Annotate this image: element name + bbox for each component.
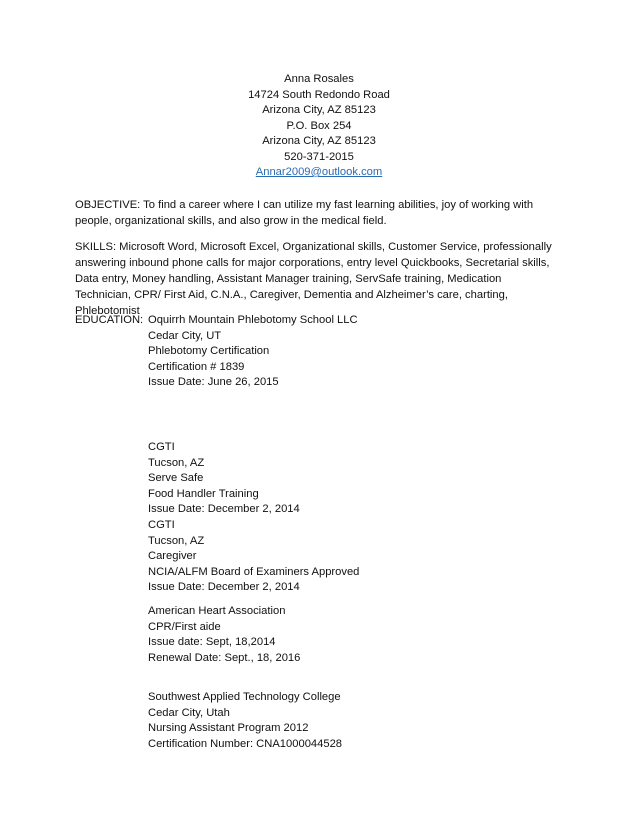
education-line: Oquirrh Mountain Phlebotomy School LLC bbox=[148, 314, 358, 326]
objective-paragraph: OBJECTIVE: To find a career where I can utilize my fast learning abilities, joy of working with people, organizational skills, and also grow in the medical field. bbox=[75, 199, 534, 227]
city-state-zip: Arizona City, AZ 85123 bbox=[262, 104, 376, 116]
education-line: Tucson, AZ bbox=[148, 534, 205, 547]
education-line: Southwest Applied Technology College bbox=[148, 691, 341, 703]
po-box: P.O. Box 254 bbox=[286, 119, 352, 132]
education-entry bbox=[148, 690, 568, 752]
education-entry bbox=[148, 313, 568, 391]
education-line: CGTI bbox=[148, 519, 175, 531]
education-entry bbox=[148, 518, 568, 596]
phone-number: 520-371-2015 bbox=[284, 150, 354, 163]
education-line: Renewal Date: Sept., 18, 2016 bbox=[148, 651, 301, 664]
education-line: Cedar City, UT bbox=[148, 329, 222, 342]
education-line: CGTI bbox=[148, 441, 175, 453]
education-line: American Heart Association bbox=[148, 605, 286, 617]
education-line: NCIA/ALFM Board of Examiners Approved bbox=[148, 565, 360, 578]
applicant-name: Anna Rosales bbox=[284, 73, 354, 85]
education-entry bbox=[148, 604, 568, 666]
education-line: Issue Date: December 2, 2014 bbox=[148, 581, 300, 593]
education-entry bbox=[148, 440, 568, 518]
education-line: Phlebotomy Certification bbox=[148, 345, 270, 357]
education-line: Nursing Assistant Program 2012 bbox=[148, 722, 309, 734]
education-line: Food Handler Training bbox=[148, 487, 259, 500]
contact-header bbox=[0, 72, 638, 181]
education-line: Serve Safe bbox=[148, 472, 204, 484]
education-line: CPR/First aide bbox=[148, 620, 221, 633]
street-address: 14724 South Redondo Road bbox=[248, 88, 390, 101]
education-line: Caregiver bbox=[148, 550, 197, 562]
education-line: Cedar City, Utah bbox=[148, 706, 230, 719]
education-line: Certification Number: CNA1000044528 bbox=[148, 737, 343, 750]
education-line: Tucson, AZ bbox=[148, 456, 205, 469]
skills-paragraph: SKILLS: Microsoft Word, Microsoft Excel, Organizational skills, Customer Service, professionally answering inbound phone calls for major corporations, entry level Quickbooks, Secretarial skills, Data entry, Money handling, Assistant Manager training, ServSafe training, Medication Technician, CPR/ First Aid, C.N.A., Caregiver, Dementia and Alzheimer’s care, charting, Phlebotomist bbox=[75, 241, 552, 317]
po-city-state-zip: Arizona City, AZ 85123 bbox=[262, 135, 376, 147]
education-label: EDUCATION: bbox=[75, 314, 144, 326]
education-line: Issue Date: June 26, 2015 bbox=[148, 376, 279, 388]
education-line: Certification # 1839 bbox=[148, 360, 245, 373]
education-line: Issue date: Sept, 18,2014 bbox=[148, 636, 276, 648]
education-line: Issue Date: December 2, 2014 bbox=[148, 503, 300, 515]
email-link[interactable]: Annar2009@outlook.com bbox=[255, 166, 383, 178]
